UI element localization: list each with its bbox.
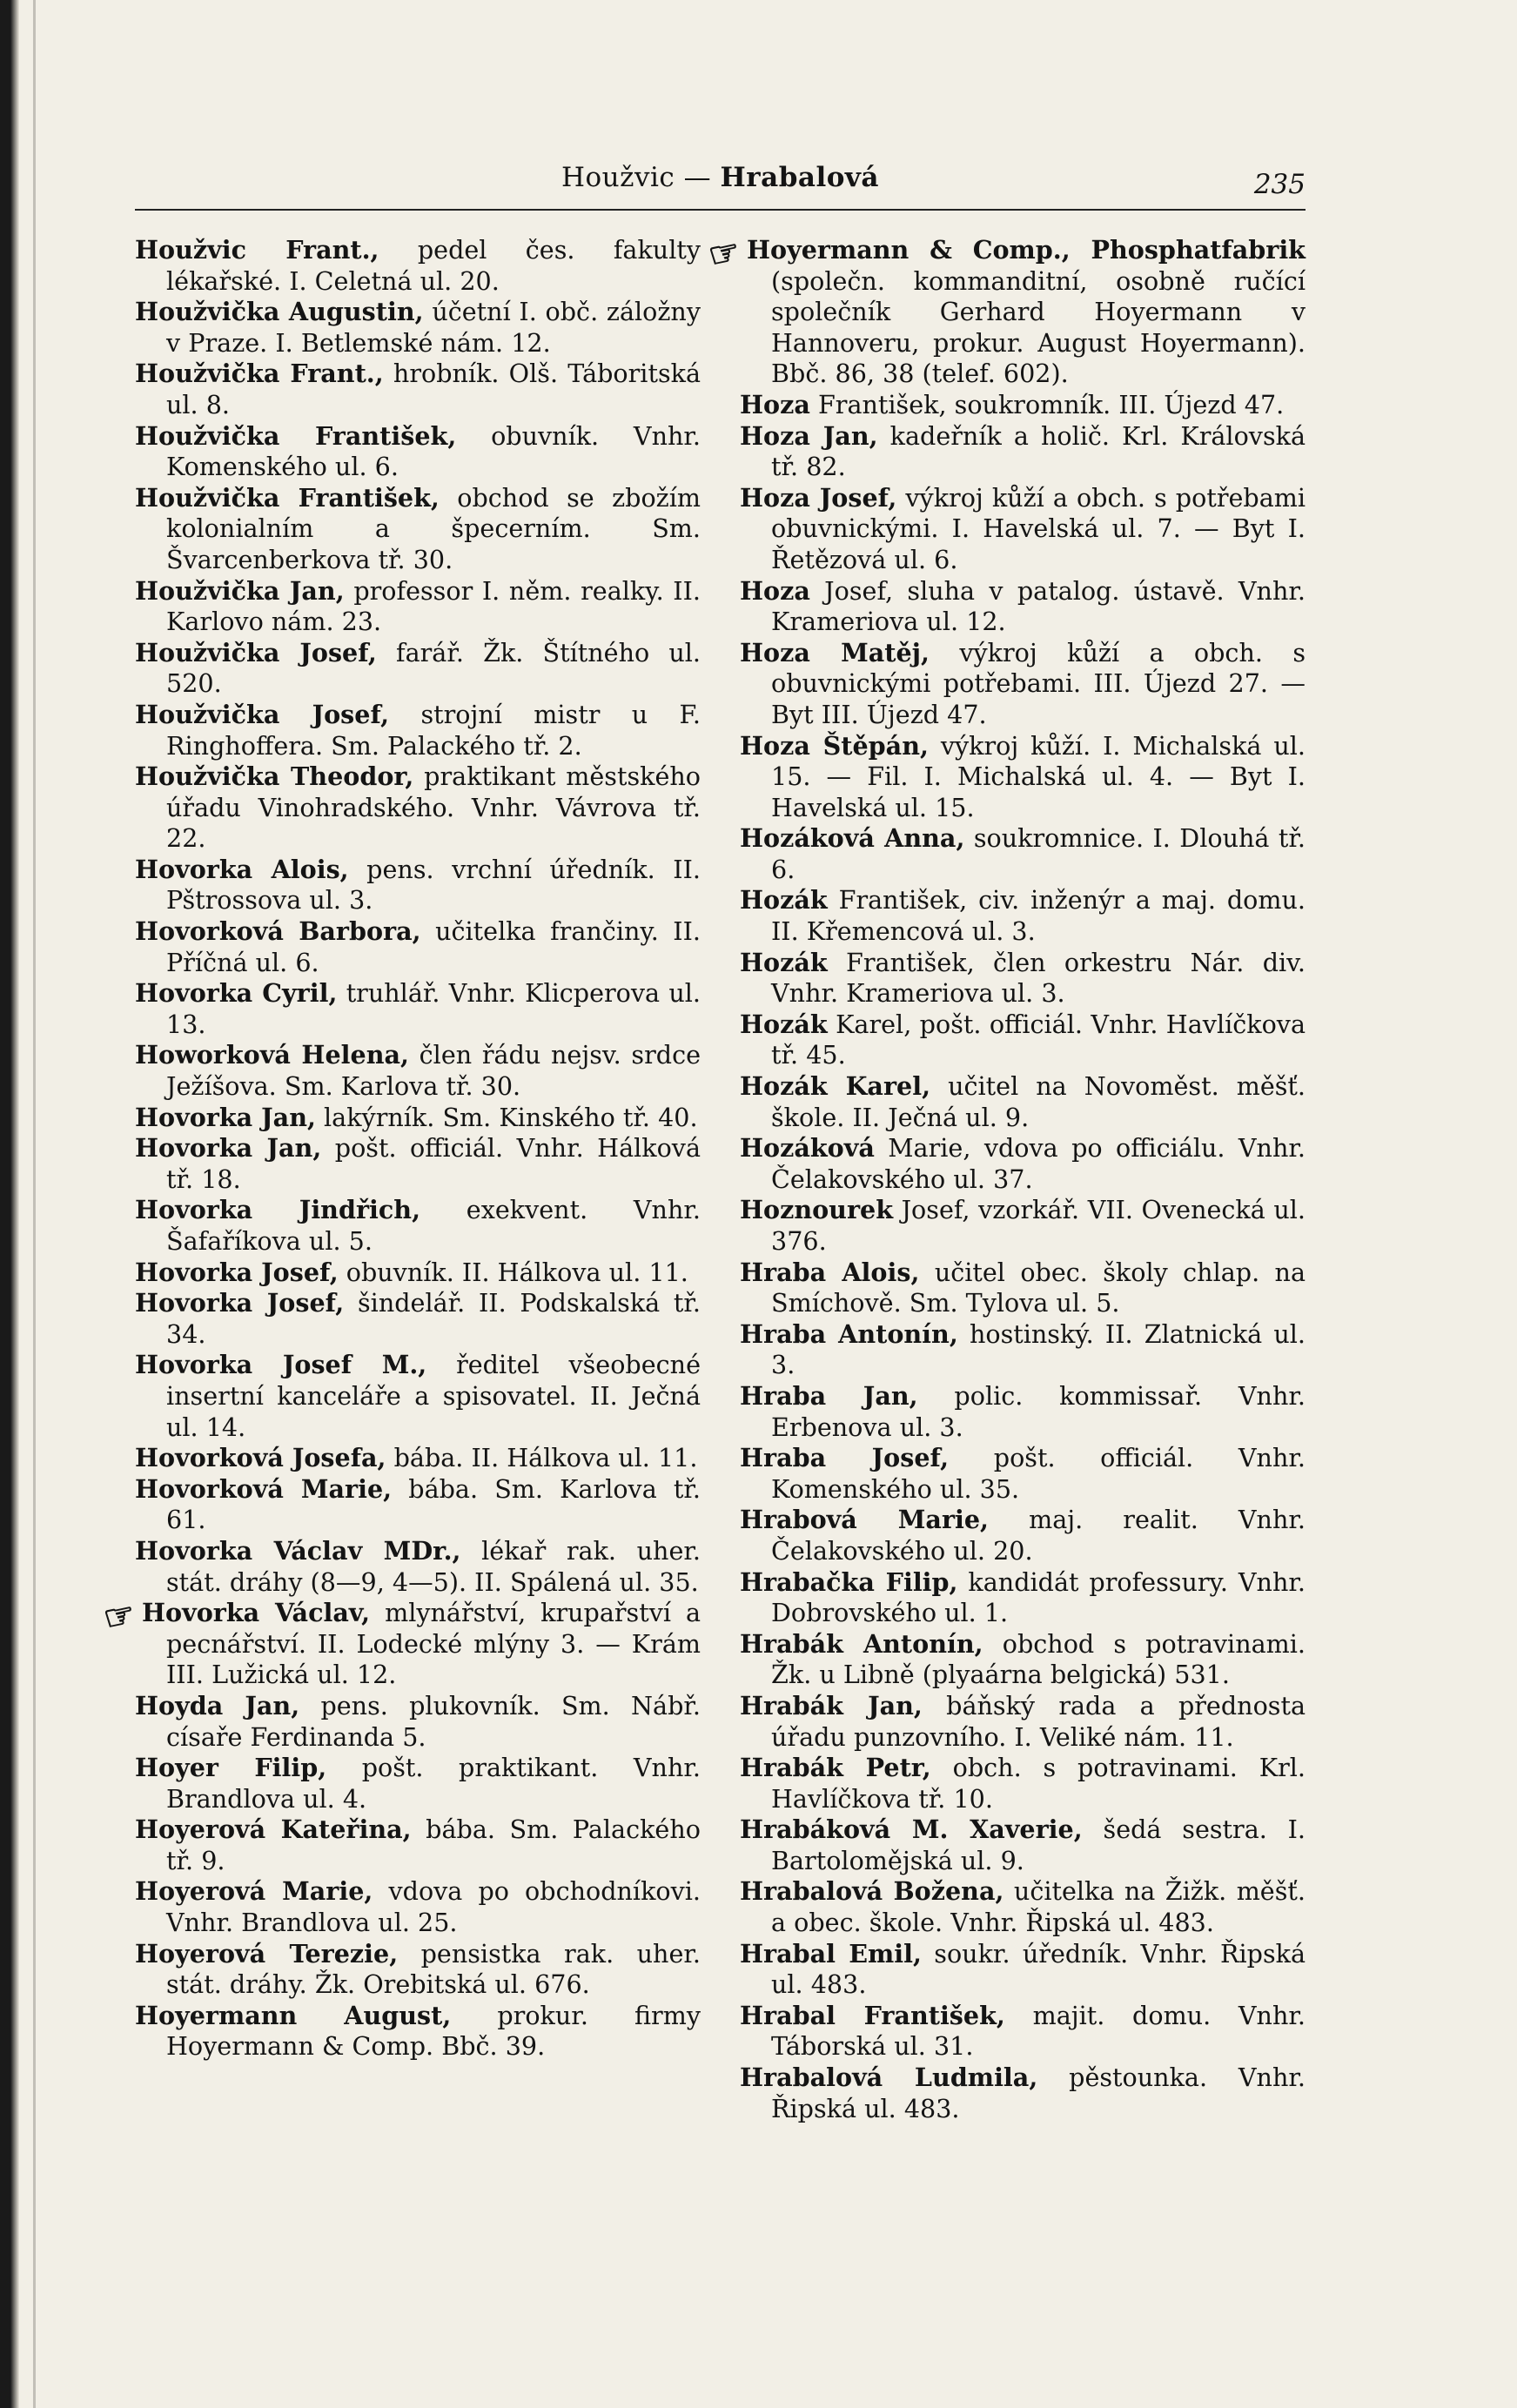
entry-details: prokur. firmy Hoyermann & Comp. Bbč. 39. (166, 2000, 701, 2062)
left-column (99, 235, 701, 2063)
directory-entry (740, 2001, 1306, 2063)
directory-entry (740, 1319, 1306, 1381)
entry-name: Hovorka Cyril, (135, 978, 338, 1009)
entry-details: báňský rada a přednosta úřadu punzovního. I. Veliké nám. 11. (771, 1690, 1306, 1752)
entry-details: František, civ. inženýr a maj. domu. II. Křemencová ul. 3. (771, 885, 1306, 947)
entry-name: Houžvička Augustin, (135, 297, 424, 327)
directory-entry (740, 483, 1306, 576)
entry-name: Hovorka Josef M., (135, 1350, 427, 1380)
entry-details: bába. II. Hálkova ul. 11. (393, 1443, 698, 1473)
entry-details: učitelka na Žižk. měšť. a obec. škole. Vnhr. Řipská ul. 483. (771, 1876, 1306, 1938)
directory-entry (135, 1443, 701, 1474)
directory-entry (740, 1567, 1306, 1629)
entry-name: Hozák Karel, (740, 1071, 931, 1102)
entry-details: pošt. officiál. Vnhr. Hálková tř. 18. (166, 1133, 701, 1194)
entry-details: výkroj kůží a obch. s obuvnickými potřebami. III. Újezd 27. — Byt III. Újezd 47. (771, 637, 1306, 729)
entry-details: pedel čes. fakulty lékařské. I. Celetná ul. 20. (166, 235, 701, 296)
entry-name: Hovorka Josef, (135, 1288, 345, 1318)
directory-entry (135, 1753, 701, 1814)
entry-details: hrobník. Olš. Táboritská ul. 8. (166, 359, 701, 419)
entry-details: professor I. něm. realky. II. Karlovo nám. 23. (166, 575, 701, 637)
directory-entry (740, 1753, 1306, 1814)
entry-name: Hovorka Josef, (135, 1257, 339, 1287)
entry-details: Josef, sluha v patalog. ústavě. Vnhr. Krameriova ul. 12. (771, 575, 1306, 637)
entry-name: Hoznourek (740, 1195, 894, 1225)
entry-name: Hoza (740, 389, 810, 419)
entry-name: Houžvička František, (135, 482, 440, 513)
entry-details: polic. kommissař. Vnhr. Erbenova ul. 3. (771, 1380, 1306, 1442)
entry-name: Hovorka Jan, (135, 1102, 316, 1132)
entry-name: Hoyerová Kateřina, (135, 1814, 412, 1845)
entry-details: bába. Sm. Karlova tř. 61. (166, 1473, 701, 1535)
running-head (135, 162, 1306, 193)
directory-entry (740, 1691, 1306, 1753)
directory-entry (740, 1939, 1306, 2001)
entry-details: pens. plukovník. Sm. Nábř. císaře Ferdinanda 5. (166, 1690, 701, 1752)
entry-details: František, soukromník. III. Újezd 47. (817, 389, 1285, 419)
entry-name: Hoyerová Terezie, (135, 1938, 399, 1969)
directory-entry (740, 421, 1306, 483)
directory-entry (740, 1443, 1306, 1505)
entry-details: soukr. úředník. Vnhr. Řipská ul. 483. (771, 1938, 1306, 2000)
entry-details: obchod s potravinami. Žk. u Libně (plyaárna belgická) 531. (771, 1628, 1306, 1690)
entry-details: pošt. officiál. Vnhr. Komenského ul. 35. (771, 1443, 1306, 1504)
entry-name: Hovorková Marie, (135, 1473, 393, 1504)
directory-entry (135, 1876, 701, 1938)
directory-entry (740, 390, 1306, 421)
entry-name: Hoyermann August, (135, 2000, 452, 2030)
entry-name: Hovorka Václav, (142, 1598, 371, 1628)
entry-details: majit. domu. Vnhr. Táborská ul. 31. (771, 2000, 1306, 2062)
directory-entry (135, 761, 701, 855)
entry-name: Hovorka Alois, (135, 854, 349, 884)
entry-name: Houžvička Josef, (135, 699, 390, 729)
entry-name: Hoza Štěpán, (740, 730, 929, 761)
entry-details: Marie, vdova po officiálu. Vnhr. Čelakovského ul. 37. (771, 1133, 1306, 1194)
entry-name: Houžvička Jan, (135, 575, 345, 606)
directory-entry (135, 1195, 701, 1257)
entry-name: Houžvička Josef, (135, 637, 377, 667)
entry-name: Hraba Josef, (740, 1443, 950, 1473)
directory-entry (135, 855, 701, 916)
directory-entry (740, 1505, 1306, 1566)
directory-entry (135, 1040, 701, 1102)
entry-details: učitel obec. školy chlap. na Smíchově. Sm. Tylova ul. 5. (771, 1257, 1306, 1318)
entry-details: obchod se zbožím kolonialním a špecerním. Sm. Švarcenberkova tř. 30. (166, 482, 701, 574)
entry-details: šindelář. II. Podskalská tř. 34. (166, 1288, 701, 1349)
entry-name: Hozák (740, 947, 828, 977)
entry-name: Hoza Josef, (740, 482, 897, 513)
entry-name: Hrabal Emil, (740, 1938, 922, 1969)
running-head-first: Houžvic (560, 162, 675, 193)
directory-entry (740, 1381, 1306, 1443)
entry-details: obch. s potravinami. Krl. Havlíčkova tř. 10. (771, 1753, 1306, 1814)
entry-name: Hrabák Petr, (740, 1753, 931, 1783)
entry-name: Hovorková Barbora, (135, 916, 421, 947)
directory-entry (135, 916, 701, 978)
directory-entry (740, 1071, 1306, 1133)
entry-name: Howorková Helena, (135, 1040, 409, 1070)
directory-entry (740, 1133, 1306, 1195)
running-head-dash: — (675, 162, 721, 193)
directory-entry (135, 1814, 701, 1876)
directory-entry (740, 1195, 1306, 1257)
directory-entry (135, 235, 701, 297)
entry-details: vdova po obchodníkovi. Vnhr. Brandlova ul. 25. (166, 1876, 701, 1938)
entry-details: výkroj kůží. I. Michalská ul. 15. — Fil. I. Michalská ul. 4. — Byt I. Havelská ul. 15. (771, 730, 1306, 822)
entry-details: truhlář. Vnhr. Klicperova ul. 13. (166, 978, 701, 1039)
directory-entry (135, 978, 701, 1040)
entry-name: Hrabal František, (740, 2000, 1005, 2030)
entry-name: Hoyerová Marie, (135, 1876, 373, 1907)
directory-entry (740, 2063, 1306, 2124)
entry-name: Hraba Alois, (740, 1257, 920, 1287)
entry-name: Houžvička Theodor, (135, 761, 414, 792)
entry-details: mlynářství, krupařství a pecnářství. II. Lodecké mlýny 3. — Krám III. Lužická ul. 12. (166, 1598, 701, 1690)
entry-name: Hoza (740, 575, 810, 606)
entry-details: kadeřník a holič. Krl. Královská tř. 82. (771, 420, 1306, 482)
entry-details: výkroj kůží a obch. s potřebami obuvnickými. I. Havelská ul. 7. — Byt I. Řetězová ul. 6. (771, 482, 1306, 574)
directory-entry (135, 483, 701, 576)
entry-name: Hrabová Marie, (740, 1505, 990, 1535)
directory-entry (135, 1133, 701, 1195)
entry-details: soukromnice. I. Dlouhá tř. 6. (771, 823, 1306, 884)
directory-entry (740, 1814, 1306, 1876)
entry-details: ředitel všeobecné insertní kanceláře a spisovatel. II. Ječná ul. 14. (166, 1350, 701, 1442)
entry-name: Hoza Matěj, (740, 637, 930, 667)
entry-name: Hraba Jan, (740, 1380, 918, 1411)
entry-name: Hoyer Filip, (135, 1753, 327, 1783)
entry-name: Hozáková Anna, (740, 823, 965, 854)
entry-name: Hovorková Josefa, (135, 1443, 386, 1473)
entry-details: (společn. kommanditní, osobně ručící společník Gerhard Hoyermann v Hannoveru, prokur. August Hoyermann). Bbč. 86, 38 (telef. 602). (771, 265, 1306, 389)
directory-entry (740, 1009, 1306, 1071)
entry-details: lékař rak. uher. stát. dráhy (8—9, 4—5). II. Spálená ul. 35. (166, 1535, 701, 1597)
entry-details: člen řádu nejsv. srdce Ježíšova. Sm. Karlova tř. 30. (166, 1040, 701, 1102)
entry-details: hostinský. II. Zlatnická ul. 3. (771, 1318, 1306, 1380)
directory-entry (135, 359, 701, 420)
entry-details: farář. Žk. Štítného ul. 520. (166, 637, 701, 699)
entry-name: Hozák (740, 885, 828, 916)
entry-name: Houžvička Frant., (135, 359, 384, 389)
entry-details: pens. vrchní úředník. II. Pštrossova ul. 3. (166, 854, 701, 916)
directory-entry (704, 230, 1306, 390)
directory-entry (740, 638, 1306, 731)
entry-details: Karel, pošt. officiál. Vnhr. Havlíčkova tř. 45. (771, 1009, 1306, 1070)
directory-entry (740, 1258, 1306, 1319)
directory-entry (740, 731, 1306, 824)
entry-name: Hrabák Antonín, (740, 1628, 983, 1659)
directory-entry (135, 576, 701, 638)
entry-name: Hrabák Jan, (740, 1690, 923, 1720)
entry-details: šedá sestra. I. Bartolomějská ul. 9. (771, 1814, 1306, 1875)
directory-entry (99, 1593, 701, 1691)
directory-entry (740, 823, 1306, 885)
entry-details: Josef, vzorkář. VII. Ovenecká ul. 376. (771, 1195, 1306, 1256)
scan-binding-line (33, 0, 36, 2408)
entry-details: pošt. praktikant. Vnhr. Brandlova ul. 4. (166, 1753, 701, 1814)
entry-details: učitel na Novoměst. měšť. škole. II. Ječná ul. 9. (771, 1071, 1306, 1132)
directory-entry (740, 576, 1306, 638)
entry-name: Hrabalová Božena, (740, 1876, 1004, 1907)
directory-entry (135, 1691, 701, 1753)
entry-name: Hovorka Jan, (135, 1133, 322, 1164)
entry-details: maj. realit. Vnhr. Čelakovského ul. 20. (771, 1505, 1306, 1566)
directory-entry (135, 700, 701, 761)
entry-name: Hovorka Václav MDr., (135, 1535, 461, 1566)
entry-name: Hrabačka Filip, (740, 1566, 958, 1597)
entry-details: lakýrník. Sm. Kinského tř. 40. (324, 1102, 698, 1132)
page-number: 235 (1253, 169, 1306, 200)
directory-entry (740, 948, 1306, 1009)
directory-entry (135, 638, 701, 700)
entry-details: praktikant městského úřadu Vinohradského. Vnhr. Vávrova tř. 22. (166, 761, 701, 854)
directory-entry (740, 1876, 1306, 1938)
directory-entry (135, 297, 701, 359)
entry-details: obuvník. Vnhr. Komenského ul. 6. (166, 420, 701, 482)
entry-name: Hoza Jan, (740, 420, 878, 451)
entry-name: Hozáková (740, 1133, 875, 1164)
entry-details: bába. Sm. Palackého tř. 9. (166, 1814, 701, 1875)
directory-entry (740, 1629, 1306, 1691)
entry-name: Hovorka Jindřich, (135, 1195, 421, 1225)
header-rule (135, 209, 1306, 211)
entry-name: Hrabáková M. Xaverie, (740, 1814, 1083, 1845)
directory-entry (740, 885, 1306, 947)
entry-name: Hoyda Jan, (135, 1690, 300, 1720)
entry-details: kandidát professury. Vnhr. Dobrovského ul. 1. (771, 1566, 1306, 1628)
entry-name: Hozák (740, 1009, 828, 1039)
directory-entry (135, 1536, 701, 1598)
entry-details: obuvník. II. Hálkova ul. 11. (346, 1257, 688, 1287)
entry-name: Hoyermann & Comp., Phosphatfabrik (747, 235, 1306, 265)
entry-details: účetní I. obč. záložny v Praze. I. Betlemské nám. 12. (166, 297, 701, 358)
entry-details: pěstounka. Vnhr. Řipská ul. 483. (771, 2063, 1306, 2123)
entry-details: učitelka frančiny. II. Příčná ul. 6. (166, 916, 701, 977)
entry-details: strojní mistr u F. Ringhoffera. Sm. Palackého tř. 2. (166, 699, 701, 761)
entry-name: Houžvic Frant., (135, 235, 379, 265)
directory-entry (135, 1258, 701, 1289)
right-column (704, 230, 1306, 2124)
directory-entry (135, 1350, 701, 1443)
entry-name: Hraba Antonín, (740, 1318, 958, 1349)
directory-entry (135, 2001, 701, 2063)
directory-entry (135, 1103, 701, 1134)
running-head-last: Hrabalová (720, 162, 880, 193)
directory-entry (135, 1939, 701, 2001)
entry-details: exekvent. Vnhr. Šafaříkova ul. 5. (166, 1195, 701, 1256)
entry-details: pensistka rak. uher. stát. dráhy. Žk. Orebitská ul. 676. (166, 1938, 701, 2000)
directory-entry (135, 1474, 701, 1536)
pointing-hand-icon: ☞ (704, 230, 744, 277)
entry-details: František, člen orkestru Nár. div. Vnhr. Krameriova ul. 3. (771, 947, 1306, 1009)
directory-entry (135, 421, 701, 483)
page-header (135, 155, 1306, 207)
entry-name: Houžvička František, (135, 420, 457, 451)
directory-entry (135, 1288, 701, 1350)
scan-binding-edge (0, 0, 19, 2408)
pointing-hand-icon: ☞ (99, 1593, 139, 1640)
entry-name: Hrabalová Ludmila, (740, 2063, 1038, 2093)
